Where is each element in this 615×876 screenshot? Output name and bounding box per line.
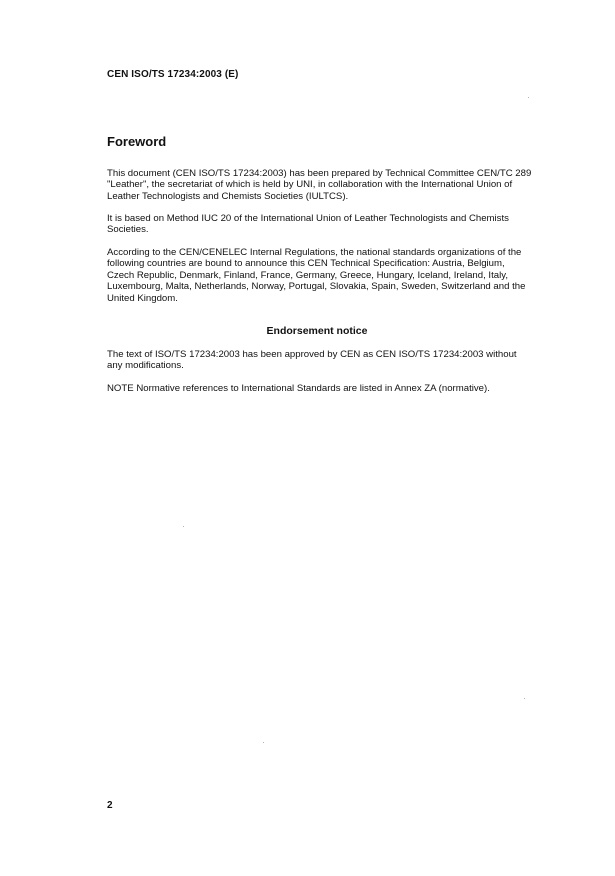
foreword-heading: Foreword [107,134,167,149]
scan-speck [528,97,529,98]
page-number: 2 [107,800,113,811]
document-id-header: CEN ISO/TS 17234:2003 (E) [107,69,239,80]
foreword-paragraph-1: This document (CEN ISO/TS 17234:2003) has been prepared by Technical Committee CEN/TC 289 "Leather", the secretariat of which is held by UNI, in collaboration with the International Union of Leather Technologists and Chemists Societies (IULTCS). [107,168,532,202]
endorsement-paragraph: The text of ISO/TS 17234:2003 has been approved by CEN as CEN ISO/TS 17234:2003 without any modifications. [107,349,517,372]
foreword-paragraph-2: It is based on Method IUC 20 of the International Union of Leather Technologists and Chemists Societies. [107,213,509,236]
scan-speck [263,742,264,743]
scan-speck [183,526,184,527]
foreword-paragraph-3: According to the CEN/CENELEC Internal Regulations, the national standards organizations of the following countries are bound to announce this CEN Technical Specification: Austria, Belgium, Czech Republic, Denmark, Finland, France, Germany, Greece, Hungary, Iceland, Ireland, Italy, Luxembourg, Malta, Netherlands, Norway, Portugal, Slovakia, Spain, Sweden, Switzerland and the United Kingdom. [107,247,526,304]
endorsement-heading: Endorsement notice [266,325,368,337]
scan-speck [524,698,525,699]
normative-note: NOTE Normative references to International Standards are listed in Annex ZA (normative). [107,383,490,394]
